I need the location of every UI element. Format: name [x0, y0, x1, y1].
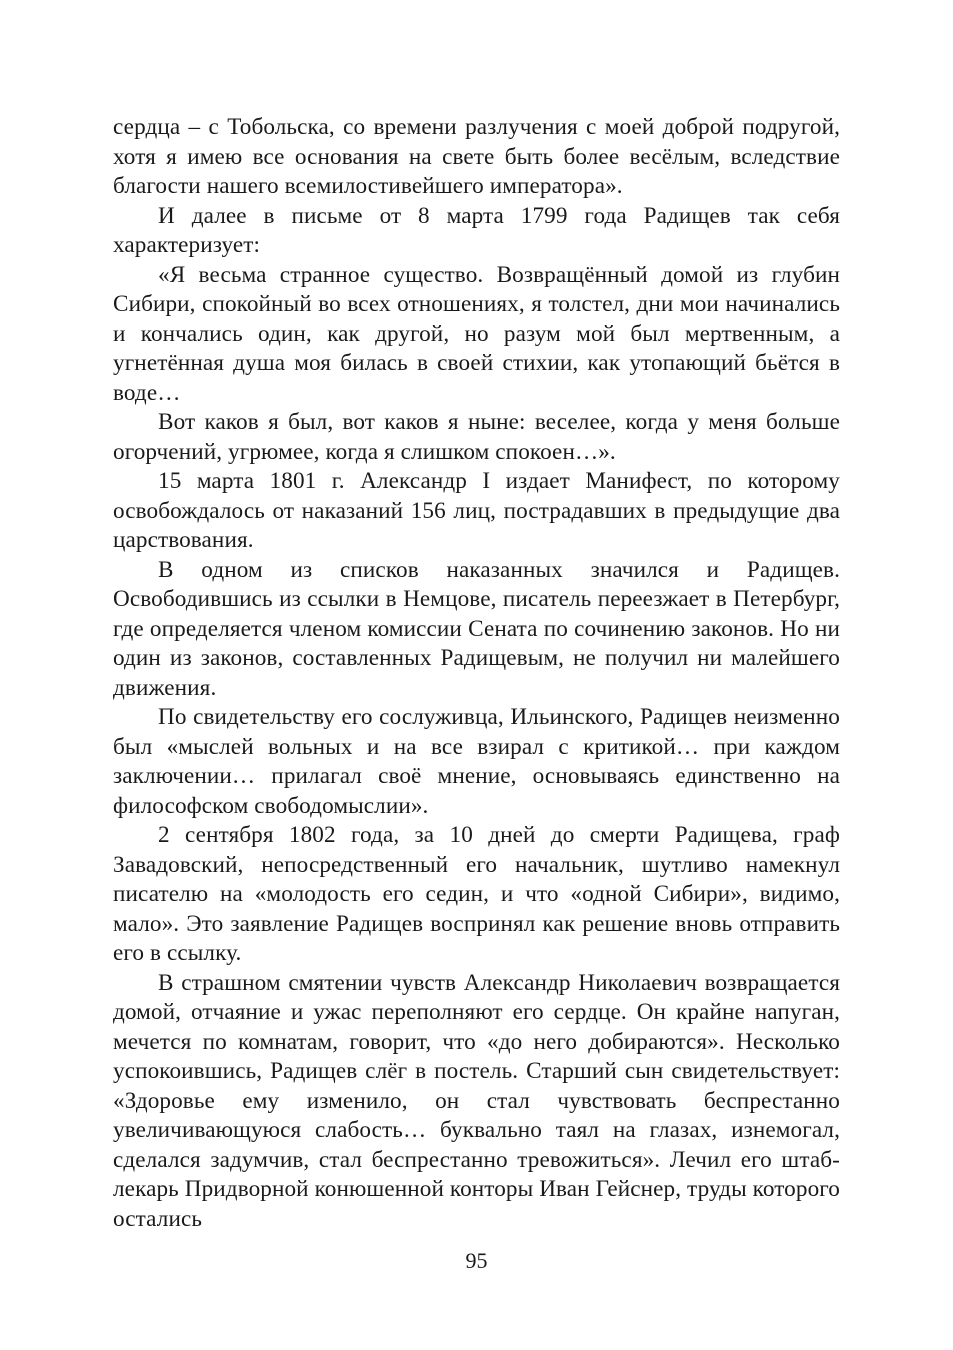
paragraph: И далее в письме от 8 марта 1799 года Радищев так себя характеризует:: [113, 202, 840, 258]
paragraph: В одном из списков наказанных значился и Радищев. Освободившись из ссылки в Немцове, писатель переезжает в Петербург, где определяется членом комиссии Сената по сочинению законов. Но ни один из законов, составленных Радищевым, не получил ни малейшего движения.: [113, 556, 840, 701]
body-text: [113, 113, 840, 1234]
paragraph: Вот каков я был, вот каков я ныне: веселее, когда у меня больше огорчений, угрюмее, когда я слишком спокоен…».: [113, 409, 840, 465]
paragraph: По свидетельству его сослуживца, Ильинского, Радищев неизменно был «мыслей вольных и на все взирал с критикой… при каждом заключении… прилагал своё мнение, основываясь единственно на философском свободомыслии».: [113, 704, 840, 819]
paragraph: «Я весьма странное существо. Возвращённый домой из глубин Сибири, спокойный во всех отношениях, я толстел, дни мои начинались и кончались один, как другой, но разум мой был мертвенным, а угнетённая душа моя билась в своей стихии, как утопающий бьётся в воде…: [113, 261, 840, 406]
paragraph: 15 марта 1801 г. Александр I издает Манифест, по которому освобождалось от наказаний 156 лиц, пострадавших в предыдущие два царствования.: [113, 468, 840, 553]
paragraph: сердца – с Тобольска, со времени разлучения с моей доброй подругой, хотя я имею все основания на свете быть более весёлым, вследствие благости нашего всемилостивейшего императора».: [113, 114, 840, 199]
paragraph: 2 сентября 1802 года, за 10 дней до смерти Радищева, граф Завадовский, непосредственный его начальник, шутливо намекнул писателю на «молодость его седин, и что «одной Сибири», видимо, мало». Это заявление Радищев воспринял как решение вновь отправить его в ссылку.: [113, 822, 840, 966]
page-number: 95: [465, 1248, 488, 1273]
paragraph: В страшном смятении чувств Александр Николаевич возвращается домой, отчаяние и ужас переполняют его сердце. Он крайне напуган, мечется по комнатам, говорит, что «до него добираются». Несколько успокоившись, Радищев слёг в постель. Старший сын свидетельствует: «Здоровье ему изменило, он стал чувствовать беспрестанно увеличивающуюся слабость… буквально таял на глазах, изнемогал, сделался задумчив, стал беспрестанно тревожиться». Лечил его штаб-лекарь Придворной конюшенной конторы Иван Гейснер, труды которого остались: [113, 969, 840, 1232]
